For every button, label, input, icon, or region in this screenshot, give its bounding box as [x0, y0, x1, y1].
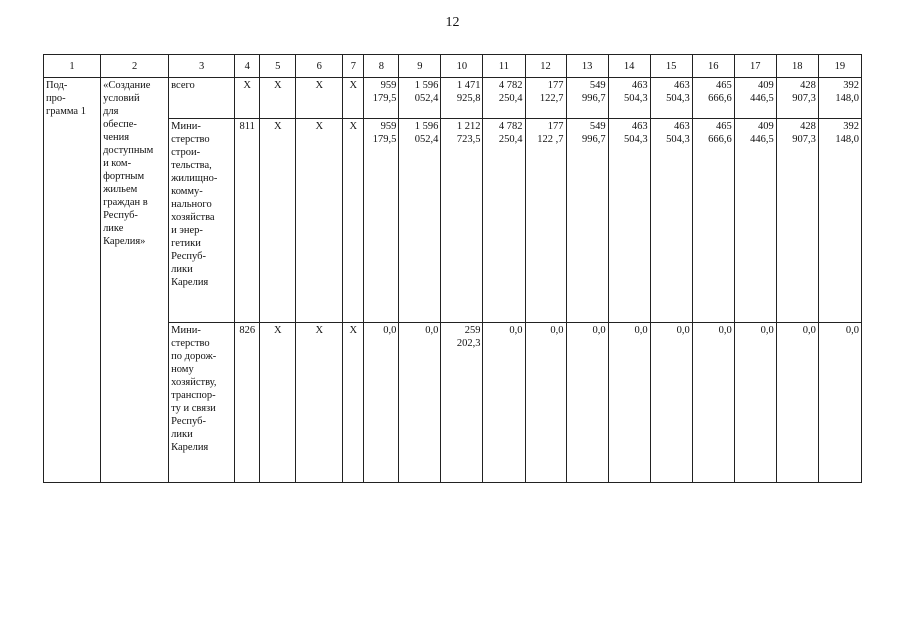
- code-cell: 811: [235, 119, 260, 323]
- table-cell: Х: [343, 119, 364, 323]
- column-header: 8: [364, 55, 399, 78]
- program-title-cell: «Создание условий для обеспе- чения доступным и ком- фортным жильем граждан в Респуб- лике Карелия»: [101, 78, 169, 483]
- value-cell: 0,0: [650, 323, 692, 483]
- table-cell: Х: [260, 323, 296, 483]
- column-header: 12: [525, 55, 566, 78]
- column-header: 10: [441, 55, 483, 78]
- value-cell: 428 907,3: [776, 78, 818, 119]
- table-cell: Х: [343, 78, 364, 119]
- value-cell: 0,0: [776, 323, 818, 483]
- value-cell: 4 782 250,4: [483, 78, 525, 119]
- value-cell: 959 179,5: [364, 119, 399, 323]
- column-header: 3: [169, 55, 235, 78]
- value-cell: 259 202,3: [441, 323, 483, 483]
- column-header: 18: [776, 55, 818, 78]
- code-cell: 826: [235, 323, 260, 483]
- column-header: 2: [101, 55, 169, 78]
- executor-cell: всего: [169, 78, 235, 119]
- value-cell: 465 666,6: [692, 78, 734, 119]
- value-cell: 1 212 723,5: [441, 119, 483, 323]
- value-cell: 463 504,3: [650, 78, 692, 119]
- value-cell: 428 907,3: [776, 119, 818, 323]
- column-header: 16: [692, 55, 734, 78]
- column-header: 11: [483, 55, 525, 78]
- column-header: 17: [734, 55, 776, 78]
- value-cell: 1 596 052,4: [399, 78, 441, 119]
- table-row: [44, 78, 862, 119]
- value-cell: 465 666,6: [692, 119, 734, 323]
- value-cell: 4 782 250,4: [483, 119, 525, 323]
- value-cell: 0,0: [483, 323, 525, 483]
- value-cell: 463 504,3: [650, 119, 692, 323]
- value-cell: 392 148,0: [818, 119, 861, 323]
- value-cell: 0,0: [399, 323, 441, 483]
- value-cell: 409 446,5: [734, 78, 776, 119]
- value-cell: 1 596 052,4: [399, 119, 441, 323]
- value-cell: 0,0: [364, 323, 399, 483]
- value-cell: 0,0: [525, 323, 566, 483]
- value-cell: 463 504,3: [608, 78, 650, 119]
- value-cell: 0,0: [692, 323, 734, 483]
- column-header: 9: [399, 55, 441, 78]
- value-cell: 549 996,7: [566, 119, 608, 323]
- column-header: 5: [260, 55, 296, 78]
- header-row: [44, 55, 862, 78]
- value-cell: 177 122 ,7: [525, 119, 566, 323]
- value-cell: 0,0: [818, 323, 861, 483]
- code-cell: Х: [235, 78, 260, 119]
- program-name-cell: Под- про- грамма 1: [44, 78, 101, 483]
- table-cell: Х: [343, 323, 364, 483]
- column-header: 19: [818, 55, 861, 78]
- executor-cell: Мини- стерство по дорож- ному хозяйству, транспор- ту и связи Респуб- лики Карелия: [169, 323, 235, 483]
- page-number: 12: [445, 15, 460, 30]
- value-cell: 177 122,7: [525, 78, 566, 119]
- column-header: 14: [608, 55, 650, 78]
- value-cell: 0,0: [608, 323, 650, 483]
- value-cell: 959 179,5: [364, 78, 399, 119]
- table-cell: Х: [260, 119, 296, 323]
- column-header: 1: [44, 55, 101, 78]
- value-cell: 463 504,3: [608, 119, 650, 323]
- column-header: 7: [343, 55, 364, 78]
- value-cell: 549 996,7: [566, 78, 608, 119]
- budget-table: [43, 54, 862, 483]
- table-cell: Х: [296, 78, 343, 119]
- column-header: 15: [650, 55, 692, 78]
- table-cell: Х: [296, 119, 343, 323]
- value-cell: 1 471 925,8: [441, 78, 483, 119]
- value-cell: 0,0: [566, 323, 608, 483]
- executor-cell: Мини- стерство строи- тельства, жилищно- комму- нального хозяйства и энер- гетики Респуб- лики Карелия: [169, 119, 235, 323]
- table-cell: Х: [296, 323, 343, 483]
- column-header: 6: [296, 55, 343, 78]
- value-cell: 392 148,0: [818, 78, 861, 119]
- column-header: 13: [566, 55, 608, 78]
- value-cell: 409 446,5: [734, 119, 776, 323]
- column-header: 4: [235, 55, 260, 78]
- table-cell: Х: [260, 78, 296, 119]
- value-cell: 0,0: [734, 323, 776, 483]
